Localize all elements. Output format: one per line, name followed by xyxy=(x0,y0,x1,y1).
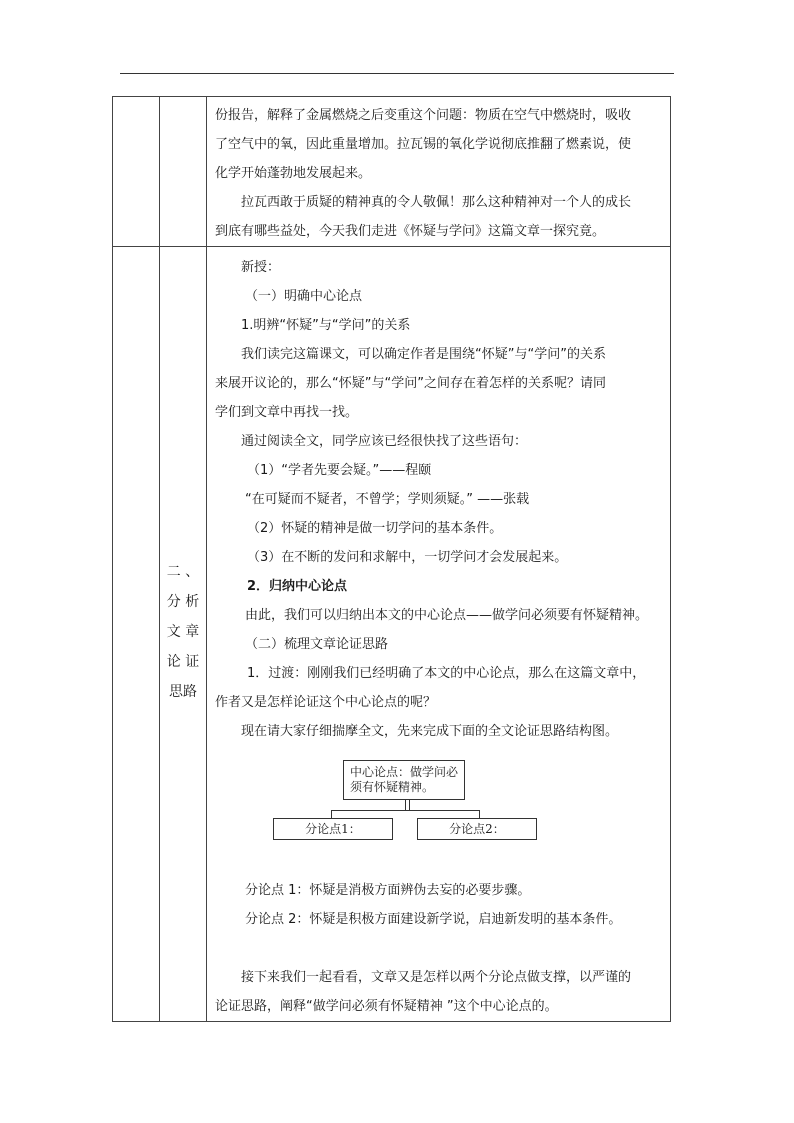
text-line: 1．过渡：刚刚我们已经明确了本文的中心论点，那么在这篇文章中， xyxy=(247,666,646,681)
blank-line xyxy=(215,934,664,963)
row2-content xyxy=(207,247,671,1022)
heading: （二）梳理文章论证思路 xyxy=(245,637,389,652)
text-line: 论证思路，阐释“做学问必须有怀疑精神 ”这个中心论点的。 xyxy=(215,999,558,1014)
connector-line xyxy=(479,810,480,818)
row2-col1 xyxy=(113,247,160,1022)
text-line: 分论点 2：怀疑是积极方面建设新学说，启迪新发明的基本条件。 xyxy=(245,912,622,927)
text-line: 到底有哪些益处，今天我们走进《怀疑与学问》这篇文章一探究竟。 xyxy=(215,224,606,239)
argument-structure-diagram xyxy=(215,754,664,872)
connector-line xyxy=(405,800,406,810)
row1-col1 xyxy=(113,97,160,247)
text-line: 份报告，解释了金属燃烧之后变重这个问题：物质在空气中燃烧时，吸收 xyxy=(215,108,632,123)
quote-line: “在可疑而不疑者，不曾学；学则须疑。” ——张载 xyxy=(245,492,530,507)
heading: 1.明辨“怀疑”与“学问”的关系 xyxy=(241,318,411,333)
text-line: 接下来我们一起看看，文章又是怎样以两个分论点做支撑，以严谨的 xyxy=(241,970,632,985)
quote-line: （1）“学者先要会疑。”——程颐 xyxy=(247,463,432,478)
quote-line: （3）在不断的发问和求解中，一切学问才会发展起来。 xyxy=(247,550,568,565)
text-line: 通过阅读全文，同学应该已经很快找了这些语句： xyxy=(241,434,528,449)
main-thesis-box: 中心论点：做学问必 须有怀疑精神。 xyxy=(343,760,465,800)
connector-line xyxy=(409,800,410,810)
text-line: 拉瓦西敢于质疑的精神真的令人敬佩！那么这种精神对一个人的成长 xyxy=(241,195,632,210)
section-label: 二 、 分 析 文 章 论 证 思路 xyxy=(166,564,200,700)
row2-section-cell xyxy=(160,247,207,1022)
connector-line xyxy=(331,810,479,811)
text-line: 学们到文章中再找一找。 xyxy=(215,405,359,420)
text-line: 现在请大家仔细揣摩全文，先来完成下面的全文论证思路结构图。 xyxy=(241,724,619,739)
text-line: 作者又是怎样论证这个中心论点的呢？ xyxy=(215,695,437,710)
text-line: 化学开始蓬勃地发展起来。 xyxy=(215,166,372,181)
quote-line: （2）怀疑的精神是做一切学问的基本条件。 xyxy=(247,521,503,536)
text-line: 了空气中的氧，因此重量增加。拉瓦锡的氧化学说彻底推翻了燃素说，使 xyxy=(215,137,632,152)
heading: （一）明确中心论点 xyxy=(245,289,363,304)
sub-point-2-box: 分论点2： xyxy=(417,818,537,840)
table-row xyxy=(113,247,671,1022)
connector-line xyxy=(331,810,332,818)
text-line: 由此，我们可以归纳出本文的中心论点——做学问必须要有怀疑精神。 xyxy=(245,608,649,623)
lesson-plan-table xyxy=(112,96,671,1022)
header-rule xyxy=(120,73,674,74)
text-line: 新授： xyxy=(241,260,281,275)
row1-content xyxy=(207,97,671,247)
table-row xyxy=(113,97,671,247)
sub-point-1-box: 分论点1： xyxy=(273,818,393,840)
text-line: 我们读完这篇课文，可以确定作者是围绕“怀疑”与“学问”的关系 xyxy=(241,347,606,362)
text-line: 分论点 1：怀疑是消极方面辨伪去妄的必要步骤。 xyxy=(245,883,531,898)
text-line: 来展开议论的，那么“怀疑”与“学问”之间存在着怎样的关系呢？请同 xyxy=(215,376,606,391)
heading: 2．归纳中心论点 xyxy=(247,579,348,594)
row1-col2 xyxy=(160,97,207,247)
